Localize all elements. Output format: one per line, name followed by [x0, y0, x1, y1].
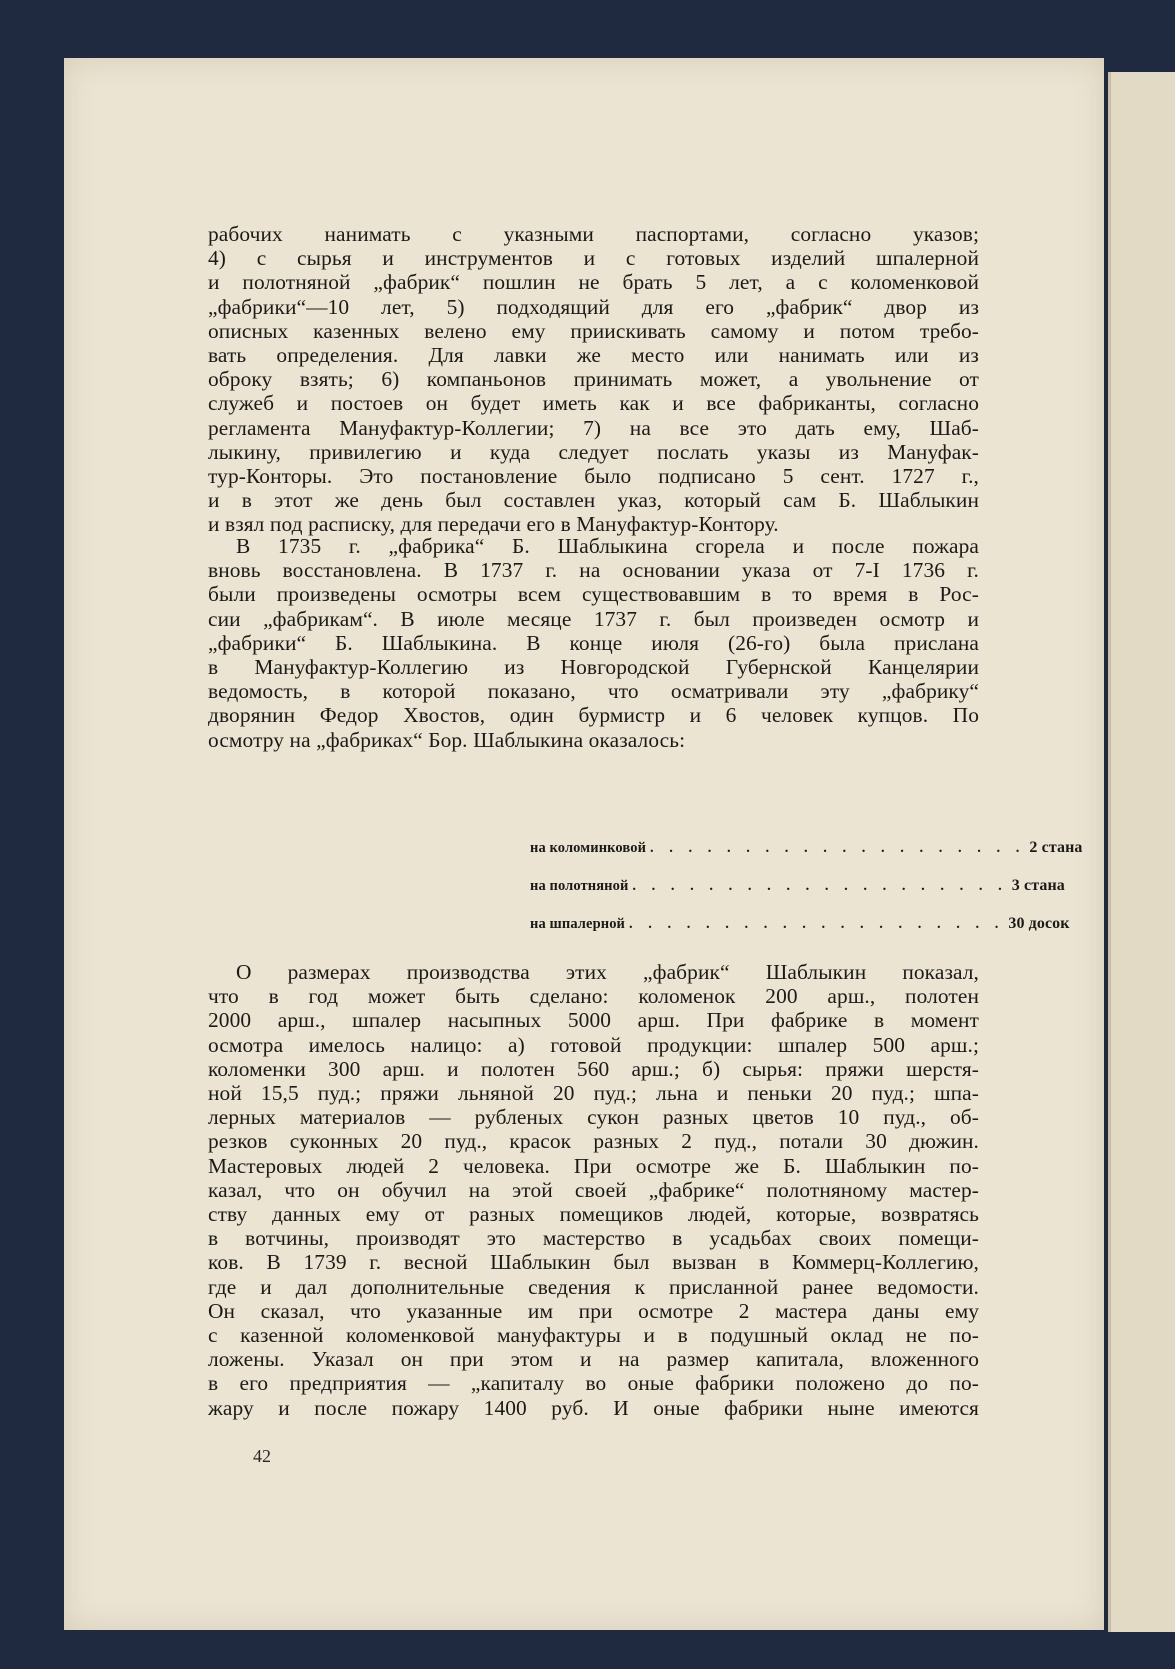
- inventory-value: 30 досок: [1008, 915, 1070, 932]
- text-line: лерных материалов — рубленых сукон разных цветов 10 пуд., об-: [208, 1105, 979, 1130]
- text-line: тур-Конторы. Это постановление было подписано 5 сент. 1727 г.,: [208, 464, 979, 489]
- book-page: [64, 58, 1104, 1630]
- text-line: в его предприятия — „капиталу во оные фабрики положено до по-: [208, 1371, 979, 1396]
- text-line: ложены. Указал он при этом и на размер капитала, вложенного: [208, 1347, 979, 1372]
- text-line: рабочих нанимать с указными паспортами, согласно указов;: [208, 222, 979, 246]
- text-line: оброку взять; 6) компаньонов принимать может, а увольнение от: [208, 367, 979, 392]
- text-line: лыкину, привилегию и куда следует послать указы из Мануфак-: [208, 439, 979, 464]
- text-line: вновь восстановлена. В 1737 г. на основании указа от 7-I 1736 г.: [208, 558, 979, 583]
- text-line: вать определения. Для лавки же место или нанимать или из: [208, 343, 979, 368]
- text-line: 4) с сырья и инструментов и с готовых изделий шпалерной: [208, 246, 979, 271]
- adjacent-page-edge: [1108, 72, 1175, 1632]
- text-line: О размерах производства этих „фабрик“ Шаблыкин показал,: [236, 960, 979, 984]
- text-line: в Мануфактур-Коллегию из Новгородской Губернской Канцелярии: [208, 655, 979, 680]
- page-number: 42: [253, 1446, 271, 1466]
- text-line: и в этот же день был составлен указ, который сам Б. Шаблыкин: [208, 488, 979, 513]
- text-line: служеб и постоев он будет иметь как и все фабриканты, согласно: [208, 391, 979, 416]
- text-line: Он сказал, что указанные им при осмотре 2 мастера даны ему: [208, 1298, 979, 1323]
- leader-dots: . . . . . . . . . . . . . . . . . . . .: [629, 916, 1005, 932]
- text-line: 2000 арш., шпалер насыпных 5000 арш. При фабрике в момент: [208, 1008, 979, 1033]
- text-line: резков суконных 20 пуд., красок разных 2 пуд., потали 30 дюжин.: [208, 1129, 979, 1154]
- text-line: сии „фабрикам“. В июле месяце 1737 г. был произведен осмотр и: [208, 606, 979, 631]
- leader-dots: . . . . . . . . . . . . . . . . . . . .: [632, 878, 1008, 894]
- inventory-label: на полотняной: [530, 878, 629, 894]
- text-line: и взял под расписку, для передачи его в Мануфактур-Контору.: [208, 512, 779, 537]
- text-line: что в год может быть сделано: коломенок 200 арш., полотен: [208, 984, 979, 1009]
- inventory-row: [530, 912, 1070, 934]
- inventory-row: [530, 836, 1083, 858]
- text-line: ков. В 1739 г. весной Шаблыкин был вызван в Коммерц-Коллегию,: [208, 1250, 979, 1275]
- paragraph-1: [208, 222, 979, 537]
- text-line: и полотняной „фабрик“ пошлин не брать 5 лет, а с коломенковой: [208, 270, 979, 295]
- text-line: дворянин Федор Хвостов, один бурмистр и 6 человек купцов. По: [208, 703, 979, 728]
- text-line: В 1735 г. „фабрика“ Б. Шаблыкина сгорела и после пожара: [236, 534, 979, 558]
- text-line: осмотра имелось налицо: а) готовой продукции: шпалер 500 арш.;: [208, 1032, 979, 1057]
- text-line: с казенной коломенковой мануфактуры и в подушный оклад не по-: [208, 1323, 979, 1348]
- inventory-label: на шпалерной: [530, 916, 625, 932]
- paragraph-2: [208, 534, 979, 752]
- text-line: ведомость, в которой показано, что осматривали эту „фабрику“: [208, 679, 979, 704]
- text-line: ной 15,5 пуд.; пряжи льняной 20 пуд.; льна и пеньки 20 пуд.; шпа-: [208, 1081, 979, 1106]
- text-line: Мастеровых людей 2 человека. При осмотре же Б. Шаблыкин по-: [208, 1153, 979, 1178]
- inventory-value: 2 стана: [1029, 839, 1083, 856]
- text-line: описных казенных велено ему приискивать самому и потом требо-: [208, 318, 979, 343]
- text-line: регламента Мануфактур-Коллегии; 7) на все это дать ему, Шаб-: [208, 415, 979, 440]
- inventory-row: [530, 874, 1065, 896]
- text-line: „фабрики“—10 лет, 5) подходящий для его „фабрик“ двор из: [208, 294, 979, 319]
- text-line: казал, что он обучил на этой своей „фабрике“ полотняному мастер-: [208, 1177, 979, 1202]
- leader-dots: . . . . . . . . . . . . . . . . . . . .: [650, 840, 1026, 856]
- text-line: „фабрики“ Б. Шаблыкина. В конце июля (26-го) была прислана: [208, 630, 979, 655]
- text-line: коломенки 300 арш. и полотен 560 арш.; б) сырья: пряжи шерстя-: [208, 1056, 979, 1081]
- text-line: ству данных ему от разных помещиков людей, которые, возвратясь: [208, 1202, 979, 1227]
- inventory-value: 3 стана: [1011, 877, 1065, 894]
- paragraph-3: [208, 960, 979, 1420]
- text-line: были произведены осмотры всем существовавшим в то время в Рос-: [208, 582, 979, 607]
- text-line: в вотчины, производят это мастерство в усадьбах своих помещи-: [208, 1226, 979, 1251]
- text-line: осмотру на „фабриках“ Бор. Шаблыкина оказалось:: [208, 727, 686, 752]
- text-line: где и дал дополнительные сведения к присланной ранее ведомости.: [208, 1274, 979, 1299]
- inventory-label: на коломинковой: [530, 840, 647, 856]
- text-line: жару и после пожару 1400 руб. И оные фабрики ныне имеются: [208, 1395, 979, 1420]
